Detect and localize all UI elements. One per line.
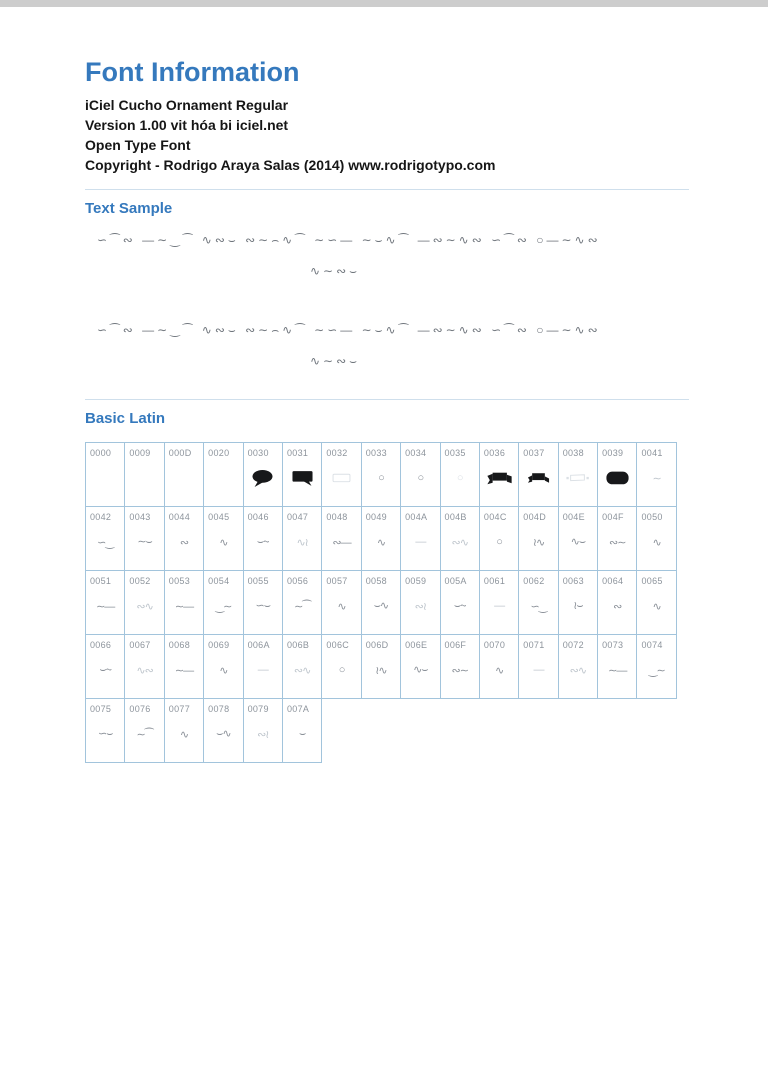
ribbon-banner-filled-icon (480, 458, 518, 506)
sample-ornament-line-short: ∿∼∾⌣ (309, 264, 361, 278)
ornament-squiggle-icon: ∿ (219, 664, 228, 677)
glyph-code: 006A (247, 640, 270, 650)
ring-icon: ○ (338, 664, 345, 676)
glyph-cell (243, 570, 283, 635)
glyph-cell (400, 570, 440, 635)
ornament-squiggle-icon: ∾∿ (136, 600, 153, 613)
ornament-squiggle-icon: ∽⌣ (97, 728, 113, 740)
ornament-squiggle-icon: ∿≀ (296, 536, 308, 549)
glyph-grid-row (85, 698, 689, 762)
glyph-code: 0036 (483, 448, 506, 458)
glyph-code: 0069 (208, 640, 230, 650)
glyph-code: 0057 (326, 576, 348, 586)
glyph-code: 004A (405, 512, 428, 522)
speech-box-filled-icon (283, 458, 321, 506)
glyph-cell (400, 506, 440, 571)
glyph-code: 007A (286, 704, 310, 714)
glyph-code: 006D (365, 640, 389, 650)
glyph-code: 006F (444, 640, 467, 650)
speech-bubble-filled-icon (244, 458, 282, 506)
glyph-cell (282, 506, 322, 571)
glyph-cell (85, 634, 125, 699)
glyph-cell (479, 506, 519, 571)
glyph-code: 0048 (326, 512, 348, 522)
divider (85, 399, 689, 400)
ornament-squiggle-icon: ∿∾ (136, 664, 153, 677)
ring-icon: ○ (417, 472, 424, 484)
page-title: Font Information (85, 57, 300, 87)
glyph-code: 0045 (208, 512, 230, 522)
ornament-squiggle-icon: ≀⌣ (573, 600, 583, 612)
glyph-sample (125, 458, 163, 506)
glyph-code: 004E (562, 512, 585, 522)
glyph-code: 0067 (129, 640, 151, 650)
glyph-cell (203, 570, 243, 635)
glyph-code: 004D (523, 512, 547, 522)
ornament-squiggle-icon: ∿ (179, 728, 189, 741)
glyph-code: 0075 (90, 704, 112, 714)
glyph-sample (86, 458, 124, 506)
ornament-dash-icon: — (257, 664, 268, 676)
glyph-code: 0049 (365, 512, 387, 522)
glyph-cell (124, 442, 164, 507)
ribbon-banner-small-filled-icon (519, 458, 557, 506)
font-type: Open Type Font (85, 137, 191, 153)
ornament-squiggle-icon: ∾∿ (569, 664, 587, 677)
glyph-code: 0077 (168, 704, 191, 714)
glyph-code: 0042 (90, 512, 112, 522)
glyph-cell (85, 442, 125, 507)
glyph-cell (400, 442, 440, 507)
glyph-cell (636, 634, 676, 699)
glyph-cell (203, 506, 243, 571)
glyph-cell (518, 506, 558, 571)
divider (85, 189, 689, 190)
glyph-cell (124, 570, 164, 635)
glyph-code: 0009 (129, 448, 151, 458)
ring-icon: ○ (378, 472, 384, 484)
glyph-code: 0047 (286, 512, 309, 522)
ornament-squiggle-icon: ∾∼ (451, 664, 468, 677)
glyph-code: 004F (602, 512, 624, 522)
glyph-cell (203, 634, 243, 699)
glyph-cell (85, 570, 125, 635)
ornament-squiggle-icon: ∽‿ (530, 600, 547, 613)
glyph-code: 0020 (208, 448, 230, 458)
text-sample-block (85, 233, 689, 279)
ornament-squiggle-icon: ∿⌣ (413, 664, 428, 676)
glyph-code: 0041 (641, 448, 663, 458)
glyph-cell (164, 634, 204, 699)
glyph-cell (361, 442, 401, 507)
glyph-cell (321, 506, 361, 571)
glyph-code: 0063 (562, 576, 584, 586)
glyph-cell (518, 442, 558, 507)
glyph-cell (558, 570, 598, 635)
glyph-code: 0044 (168, 512, 191, 522)
glyph-cell (558, 442, 598, 507)
ornament-squiggle-icon: ∼⌣ (137, 536, 152, 548)
section-heading-basic-latin: Basic Latin (85, 410, 166, 427)
glyph-code: 0046 (247, 512, 269, 522)
ornament-squiggle-icon: ‿∼ (648, 664, 665, 677)
glyph-cell (361, 634, 401, 699)
glyph-cell (124, 506, 164, 571)
glyph-cell (124, 698, 164, 763)
glyph-cell (164, 698, 204, 763)
ornament-squiggle-icon: ∼ (652, 472, 661, 485)
glyph-code: 006E (405, 640, 428, 650)
ornament-squiggle-icon: ∿ (652, 600, 661, 613)
glyph-code: 000D (168, 448, 192, 458)
ornament-squiggle-icon: ∾≀ (414, 600, 426, 613)
glyph-code: 0035 (444, 448, 466, 458)
glyph-grid-row (85, 634, 689, 698)
glyph-code: 0037 (523, 448, 545, 458)
glyph-code: 0064 (602, 576, 624, 586)
glyph-code: 0070 (483, 640, 506, 650)
glyph-code: 0078 (208, 704, 230, 714)
ornament-squiggle-icon: ‿∼ (215, 600, 232, 613)
ornament-squiggle-icon: ∾— (332, 536, 351, 549)
glyph-cell (164, 506, 204, 571)
ornament-dash-icon: ∼— (96, 600, 115, 613)
glyph-code: 0058 (365, 576, 387, 586)
ornament-squiggle-icon: ∾ (179, 536, 189, 549)
glyph-sample (204, 458, 242, 506)
glyph-code: 0038 (562, 448, 584, 458)
glyph-grid-row (85, 506, 689, 570)
glyph-code: 004B (444, 512, 467, 522)
glyph-code: 004C (483, 512, 507, 522)
text-samples (85, 233, 689, 369)
ornament-squiggle-icon: ⌣∼ (453, 599, 466, 612)
glyph-cell (440, 506, 480, 571)
ornament-squiggle-icon: ∿ (652, 536, 661, 549)
basic-latin-grid (85, 442, 689, 762)
ribbon-banner-outline-icon (559, 458, 597, 506)
ornament-squiggle-icon: ∾≀ (257, 728, 269, 741)
glyph-code: 0073 (602, 640, 624, 650)
ring-faint-icon: ○ (456, 472, 463, 484)
glyph-cell (282, 442, 322, 507)
glyph-code: 005A (444, 576, 467, 586)
glyph-cell (85, 506, 125, 571)
ornament-squiggle-icon: ∾∿ (293, 664, 311, 677)
glyph-cell (124, 634, 164, 699)
glyph-code: 0053 (168, 576, 191, 586)
sample-ornament-line: ∽⁀∾ —∼‿⁀ ∿∾⌣ ∾∼⌢∿⁀ ∼∽— ∼⌣∿⁀ —∾∼∿∾ ∽⁀∾ ○—∼∿∾ (97, 323, 601, 337)
glyph-code: 0052 (129, 576, 151, 586)
glyph-cell (282, 570, 322, 635)
glyph-cell (243, 506, 283, 571)
glyph-code: 0076 (129, 704, 151, 714)
ornament-squiggle-icon: ≀∿ (532, 536, 545, 549)
glyph-code: 0055 (247, 576, 269, 586)
glyph-cell (597, 442, 637, 507)
glyph-cell (203, 442, 243, 507)
font-copyright: Copyright - Rodrigo Araya Salas (2014) www.rodrigotypo.com (85, 157, 496, 173)
font-version: Version 1.00 vit hóa bi iciel.net (85, 117, 289, 133)
glyph-code: 0056 (286, 576, 309, 586)
ornament-squiggle-icon: ⌣ (299, 727, 306, 740)
ornament-squiggle-icon: ∼⁀ (136, 728, 153, 741)
glyph-cell (85, 698, 125, 763)
glyph-cell (597, 634, 637, 699)
glyph-code: 0032 (326, 448, 348, 458)
solid-pill-icon (598, 458, 636, 506)
glyph-cell (479, 634, 519, 699)
glyph-cell (479, 442, 519, 507)
glyph-code: 0074 (641, 640, 663, 650)
ornament-dash-icon: — (494, 600, 505, 612)
glyph-code: 0068 (168, 640, 191, 650)
glyph-cell (361, 570, 401, 635)
glyph-code: 0059 (405, 576, 427, 586)
glyph-sample (165, 458, 203, 506)
glyph-cell (243, 698, 283, 763)
ornament-squiggle-icon: ∿ (219, 536, 228, 549)
glyph-cell (558, 634, 598, 699)
glyph-cell (636, 442, 676, 507)
text-sample-block (85, 323, 689, 369)
glyph-code: 006B (286, 640, 310, 650)
glyph-cell (636, 570, 676, 635)
glyph-code: 0043 (129, 512, 151, 522)
glyph-code: 0031 (286, 448, 309, 458)
glyph-cell (361, 506, 401, 571)
glyph-code: 0030 (247, 448, 269, 458)
section-heading-text-sample: Text Sample (85, 200, 173, 217)
glyph-cell (282, 634, 322, 699)
glyph-cell (321, 634, 361, 699)
ornament-squiggle-icon: ∾ (613, 600, 622, 613)
page-content (85, 56, 689, 762)
glyph-cell (518, 634, 558, 699)
glyph-grid-row (85, 570, 689, 634)
glyph-cell (400, 634, 440, 699)
glyph-code: 0033 (365, 448, 387, 458)
glyph-code: 0051 (90, 576, 112, 586)
ornament-dash-icon: ∼— (174, 664, 194, 677)
ornament-squiggle-icon: ∿⌣ (570, 536, 586, 548)
speech-box-outline-icon (322, 458, 360, 506)
glyph-code: 0050 (641, 512, 663, 522)
glyph-cell (558, 506, 598, 571)
ornament-dash-icon: ∼— (608, 664, 627, 677)
ornament-swash-icon: ⌣∿ (216, 728, 231, 740)
ornament-swash-icon: ⌣∿ (373, 600, 389, 612)
glyph-cell (243, 634, 283, 699)
glyph-code: 0054 (208, 576, 230, 586)
glyph-cell (203, 698, 243, 763)
ornament-dash-icon: ∼— (174, 600, 194, 613)
glyph-cell (597, 506, 637, 571)
glyph-cell (282, 698, 322, 763)
glyph-code: 0066 (90, 640, 112, 650)
glyph-cell (164, 570, 204, 635)
ornament-squiggle-icon: ∾∼ (609, 536, 626, 549)
ornament-squiggle-icon: ≀∿ (375, 664, 387, 677)
glyph-cell (479, 570, 519, 635)
ornament-squiggle-icon: ∿ (494, 664, 504, 677)
glyph-cell (440, 570, 480, 635)
ornament-swash-icon: ⌣∼ (256, 535, 269, 548)
glyph-code: 0071 (523, 640, 545, 650)
glyph-code: 006C (326, 640, 350, 650)
font-name: iCiel Cucho Ornament Regular (85, 97, 289, 113)
glyph-code: 0062 (523, 576, 545, 586)
glyph-code: 0065 (641, 576, 663, 586)
ornament-squiggle-icon: ∾∿ (451, 536, 468, 549)
glyph-cell (243, 442, 283, 507)
ornament-squiggle-icon: ∿ (376, 536, 386, 549)
glyph-code: 0079 (247, 704, 269, 714)
glyph-code: 0034 (405, 448, 427, 458)
glyph-code: 0061 (483, 576, 506, 586)
ornament-swash-icon: ⌣∼ (99, 663, 112, 676)
glyph-cell (440, 442, 480, 507)
glyph-cell (164, 442, 204, 507)
ornament-squiggle-icon: ∼⁀ (294, 600, 311, 613)
ornament-dash-icon: — (533, 664, 544, 676)
glyph-code: 0000 (90, 448, 112, 458)
glyph-code: 0072 (562, 640, 584, 650)
glyph-cell (597, 570, 637, 635)
glyph-cell (518, 570, 558, 635)
ornament-squiggle-icon: ∿ (337, 600, 346, 613)
glyph-cell (321, 570, 361, 635)
glyph-code: 0039 (602, 448, 624, 458)
glyph-grid-row (85, 442, 689, 506)
glyph-cell (440, 634, 480, 699)
sample-ornament-line-short: ∿∼∾⌣ (309, 354, 361, 368)
ornament-squiggle-icon: ∽‿ (97, 536, 114, 549)
ornament-dash-icon: — (415, 536, 426, 548)
page-top-edge (0, 0, 768, 7)
ring-icon: ○ (496, 536, 502, 548)
sample-ornament-line: ∽⁀∾ —∼‿⁀ ∿∾⌣ ∾∼⌢∿⁀ ∼∽— ∼⌣∿⁀ —∾∼∿∾ ∽⁀∾ ○—∼∿∾ (97, 233, 601, 247)
ornament-squiggle-icon: ∽⌣ (255, 600, 270, 612)
glyph-cell (321, 442, 361, 507)
glyph-cell (636, 506, 676, 571)
